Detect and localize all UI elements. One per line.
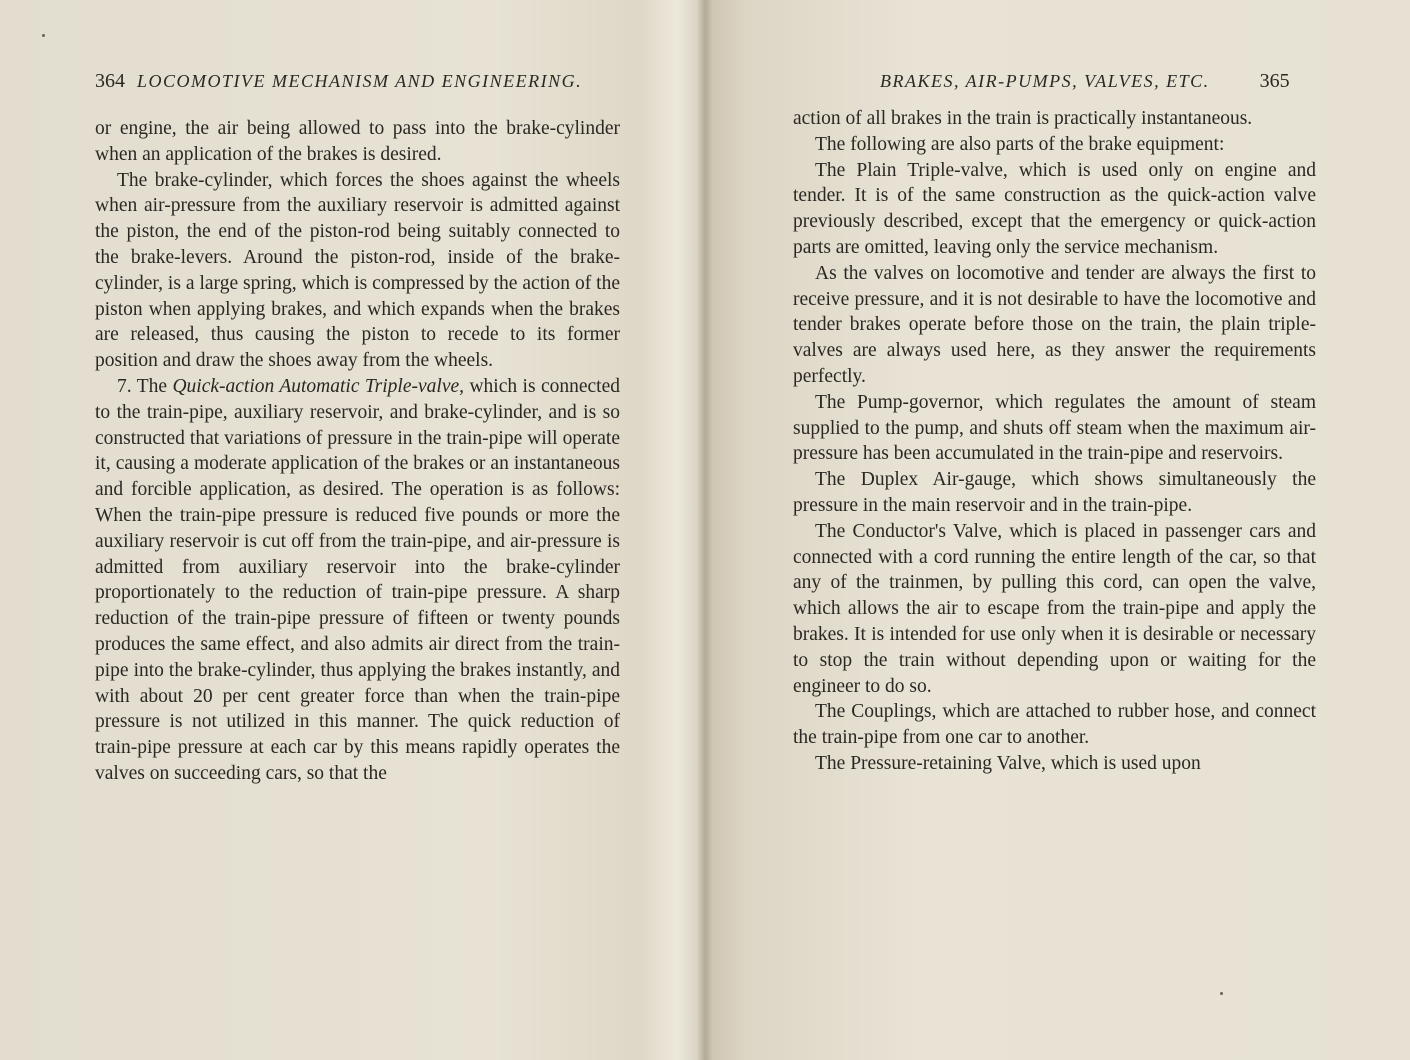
right-page bbox=[705, 0, 1410, 1060]
right-body-text bbox=[793, 106, 1316, 777]
left-paragraph-7 bbox=[95, 374, 620, 787]
right-paragraph-4: As the valves on locomotive and tender are always the first to receive pressure, and it is not desirable to have the locomotive and tender brakes operate before those on the train, the plain triple-valves are always used here, as they answer the requirements perfectly. bbox=[793, 262, 1316, 387]
para7-text: which is connected to the train-pipe, auxiliary reservoir, and brake-cylinder, and is so constructed that variations of pressure in the train-pipe will operate it, causing a moderate application of the brakes or an instantaneous and forcible application, as desired. The operation is as follows: When the train-pipe pressure is reduced five pounds or more the auxiliary reservoir is cut off from the train-pipe, and air-pressure is admitted from auxiliary reservoir into the brake-cylinder proportionately to the reduction of train-pipe pressure. A sharp reduction of the train-pipe pressure of fifteen or twenty pounds produces the same effect, and also admits air direct from the train-pipe into the brake-cylinder, thus applying the brakes instantly, and with about 20 per cent greater force than when the train-pipe pressure is not utilized in this manner. The quick reduction of train-pipe pressure at each car by this means rapidly operates the valves on succeeding cars, so that the bbox=[95, 375, 621, 784]
left-paragraph-2: The brake-cylinder, which forces the shoes against the wheels when air-pressure from the auxiliary reservoir is admitted against the piston, the end of the piston-rod being suitably connected to the brake-levers. Around the piston-rod, inside of the brake-cylinder, is a large spring, which is compressed by the action of the piston when applying brakes, and which expands when the brakes are released, thus causing the piston to recede to its former position and draw the shoes away from the wheels. bbox=[95, 169, 620, 372]
paper-speck bbox=[42, 34, 45, 37]
right-paragraph-6: The Duplex Air-gauge, which shows simultaneously the pressure in the main reservoir and in the train-pipe. bbox=[793, 469, 1316, 516]
right-paragraph-9: The Pressure-retaining Valve, which is used upon bbox=[815, 752, 1201, 774]
left-page-number: 364 bbox=[95, 70, 125, 92]
right-paragraph-1: action of all brakes in the train is practically instantaneous. bbox=[793, 108, 1253, 129]
right-running-head bbox=[880, 70, 1290, 93]
left-body-text bbox=[95, 116, 620, 787]
left-paragraph-1: or engine, the air being allowed to pass into the brake-cylinder when an application of the brakes is desired. bbox=[95, 118, 620, 165]
left-running-title: LOCOMOTIVE MECHANISM AND ENGINEERING. bbox=[137, 71, 583, 91]
right-paragraph-5: The Pump-governor, which regulates the amount of steam supplied to the pump, and shuts off steam when the maximum air-pressure has been accumulated in the train-pipe and reservoirs. bbox=[793, 391, 1316, 465]
right-running-title: BRAKES, AIR-PUMPS, VALVES, ETC. bbox=[880, 71, 1210, 91]
right-paragraph-2: The following are also parts of the brake equipment: bbox=[815, 133, 1225, 155]
paper-speck bbox=[1220, 992, 1223, 995]
right-paragraph-8: The Couplings, which are attached to rubber hose, and connect the train-pipe from one car to another. bbox=[793, 701, 1316, 749]
right-page-number: 365 bbox=[1259, 70, 1290, 92]
book-gutter bbox=[697, 0, 713, 1060]
para7-italic-term: Quick-action Automatic Triple-valve, bbox=[172, 375, 465, 397]
right-paragraph-3: The Plain Triple-valve, which is used only on engine and tender. It is of the same construction as the quick-action valve previously described, except that the emergency or quick-action parts are omitted, leaving only the service mechanism. bbox=[793, 159, 1316, 258]
right-paragraph-7: The Conductor's Valve, which is placed in passenger cars and connected with a cord running the entire length of the car, so that any of the trainmen, by pulling this cord, can open the valve, which allows the air to escape from the train-pipe and apply the brakes. It is intended for use only when it is desirable or necessary to stop the train without depending upon or waiting for the engineer to do so. bbox=[793, 520, 1316, 697]
para7-prefix: 7. The bbox=[117, 375, 173, 397]
left-running-head bbox=[95, 70, 582, 93]
